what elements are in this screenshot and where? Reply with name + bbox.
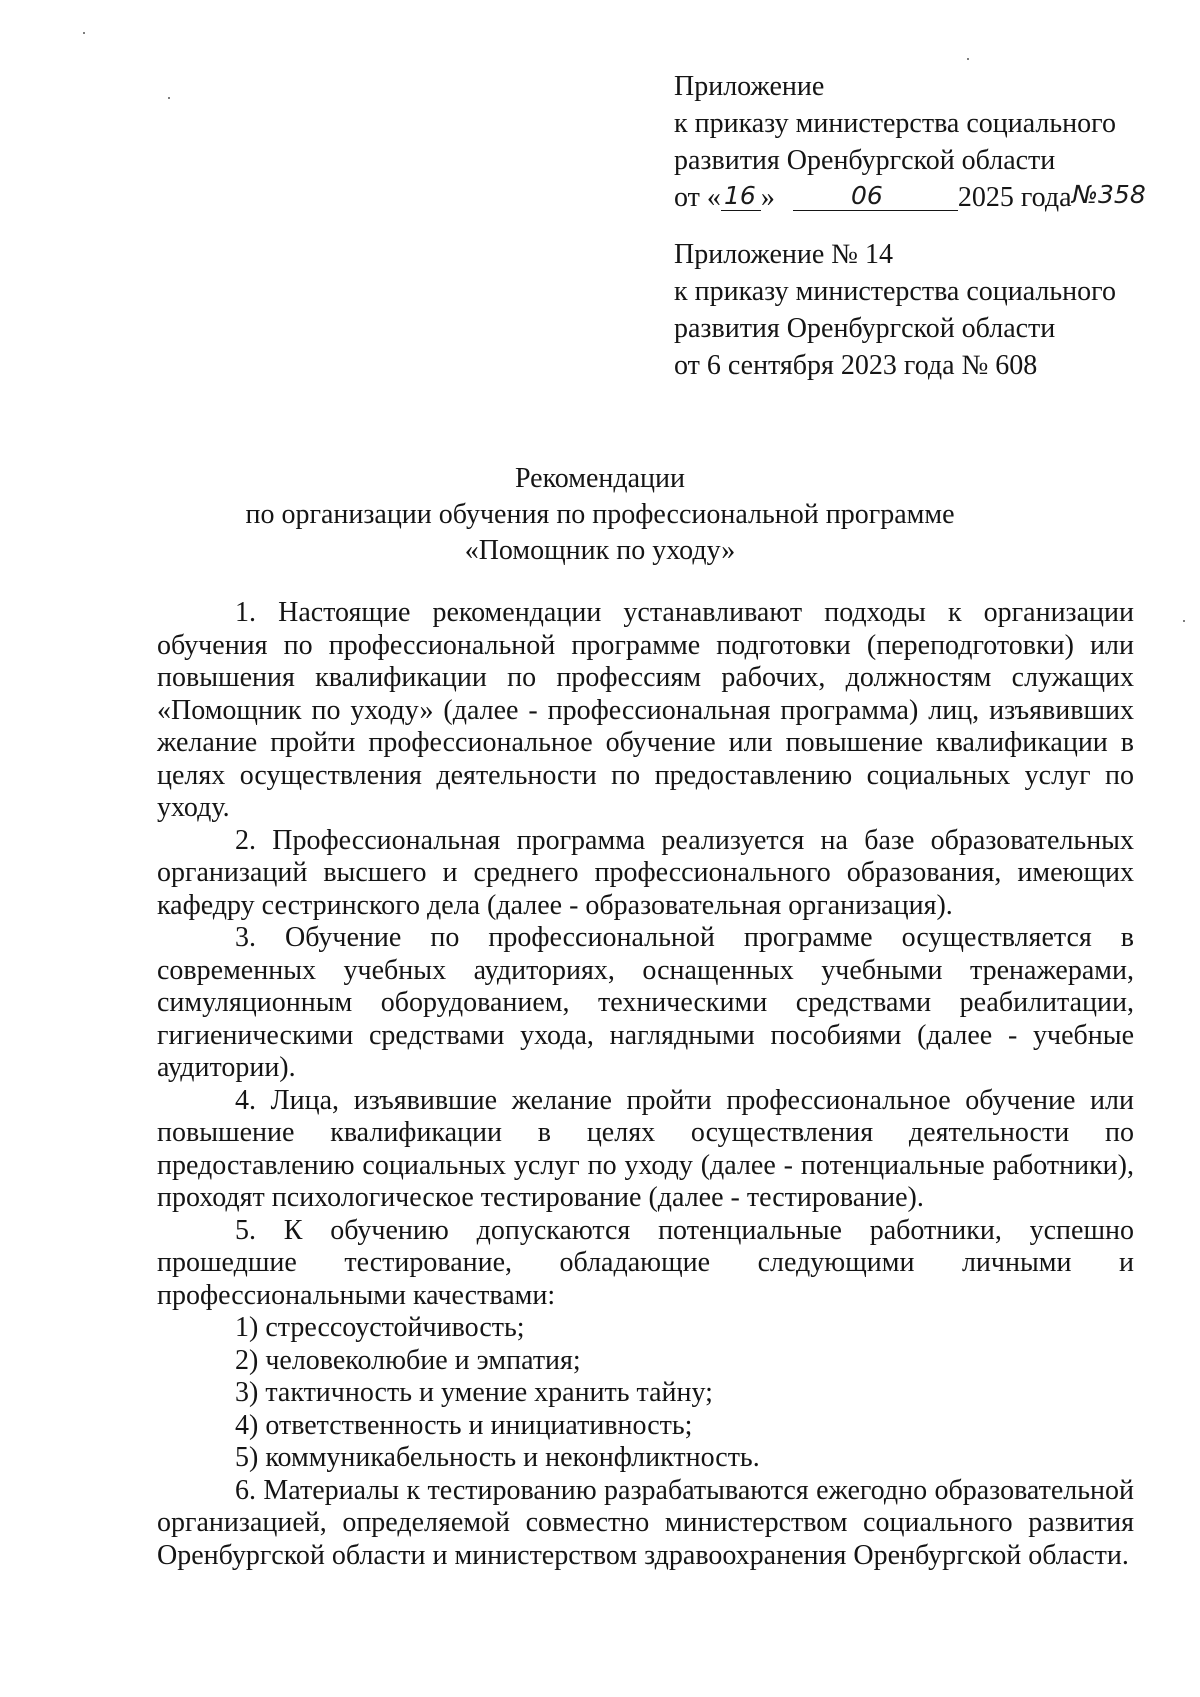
paragraph-2: 2. Профессиональная программа реализуется на базе образовательных организаций высшего и среднего профессионального образования, имеющих кафедру сестринского дела (далее - образовательная организация).	[157, 824, 1134, 921]
quality-item-2: 2) человеколюбие и эмпатия;	[235, 1344, 581, 1376]
document-title-line3: «Помощник по уходу»	[464, 535, 736, 566]
order-month-field	[793, 179, 958, 216]
appendix-current-title: Приложение	[674, 71, 825, 102]
order-day-handwriting	[721, 179, 761, 216]
appendix-14-line3: развития Оренбургской области	[674, 313, 1056, 344]
quality-item-1: 1) стрессоустойчивость;	[235, 1312, 525, 1343]
order-date-mid: »	[760, 182, 775, 213]
order-number-field	[1072, 179, 1150, 216]
order-date-prefix: от «	[674, 182, 721, 213]
document-body	[157, 597, 1134, 1572]
appendix-14-line2: к приказу министерства социального	[674, 276, 1116, 307]
quality-item-5: 5) коммуникабельность и неконфликтность.	[235, 1442, 760, 1473]
svg-text:16: 16	[723, 181, 756, 210]
appendix-14-line4: от 6 сентября 2023 года № 608	[674, 350, 1038, 381]
order-year-text: 2025 года	[957, 182, 1072, 213]
paragraph-3: 3. Обучение по профессиональной программе осуществляется в современных учебных аудиториях, оснащенных учебными тренажерами, симуляционным оборудованием, техническими средствами реабилитации, гигиеническими средствами ухода, наглядными пособиями (далее - учебные аудитории).	[157, 922, 1134, 1083]
scan-speck	[967, 58, 969, 60]
order-month-handwriting	[793, 179, 958, 216]
svg-text:№358: №358	[1071, 180, 1146, 209]
paragraph-4: 4. Лица, изъявившие желание пройти профессиональное обучение или повышение квалификации в целях осуществления деятельности по предоставлению социальных услуг по уходу (далее - потенциальные работники), проходят психологическое тестирование (далее - тестирование).	[157, 1084, 1134, 1213]
order-number-handwriting	[1072, 179, 1162, 216]
paragraph-6: 6. Материалы к тестированию разрабатываются ежегодно образовательной организацией, определяемой совместно министерством социального развития Оренбургской области и министерством здравоохранения Оренбургской области.	[157, 1474, 1134, 1571]
paragraph-1: 1. Настоящие рекомендации устанавливают подходы к организации обучения по профессиональной программе подготовки (переподготовки) или повышения квалификации по профессиям рабочих, должностям служащих «Помощник по уходу» (далее - профессиональная программа) лиц, изъявивших желание пройти профессиональное обучение или повышение квалификации в целях осуществления деятельности по предоставлению социальных услуг по уходу.	[157, 597, 1134, 823]
order-day-field	[721, 179, 761, 216]
appendix-14-header	[674, 236, 1174, 384]
scan-speck	[1183, 620, 1185, 622]
scan-speck	[168, 97, 170, 99]
svg-text:06: 06	[850, 181, 883, 210]
appendix-current-line2: к приказу министерства социального	[674, 108, 1116, 139]
appendix-14-title: Приложение № 14	[674, 239, 893, 270]
document-title	[0, 461, 1200, 569]
quality-item-4: 4) ответственность и инициативность;	[235, 1409, 693, 1441]
paragraph-5: 5. К обучению допускаются потенциальные работники, успешно прошедшие тестирование, обладающие следующими личными и профессиональными качествами:	[157, 1214, 1134, 1311]
appendix-current-header	[674, 68, 1174, 216]
quality-item-3: 3) тактичность и умение хранить тайну;	[235, 1377, 713, 1408]
document-title-line2: по организации обучения по профессиональной программе	[245, 499, 955, 530]
scan-speck	[83, 32, 85, 34]
appendix-current-line3: развития Оренбургской области	[674, 145, 1056, 176]
document-title-line1: Рекомендации	[514, 463, 686, 494]
order-date-line	[674, 179, 1174, 216]
